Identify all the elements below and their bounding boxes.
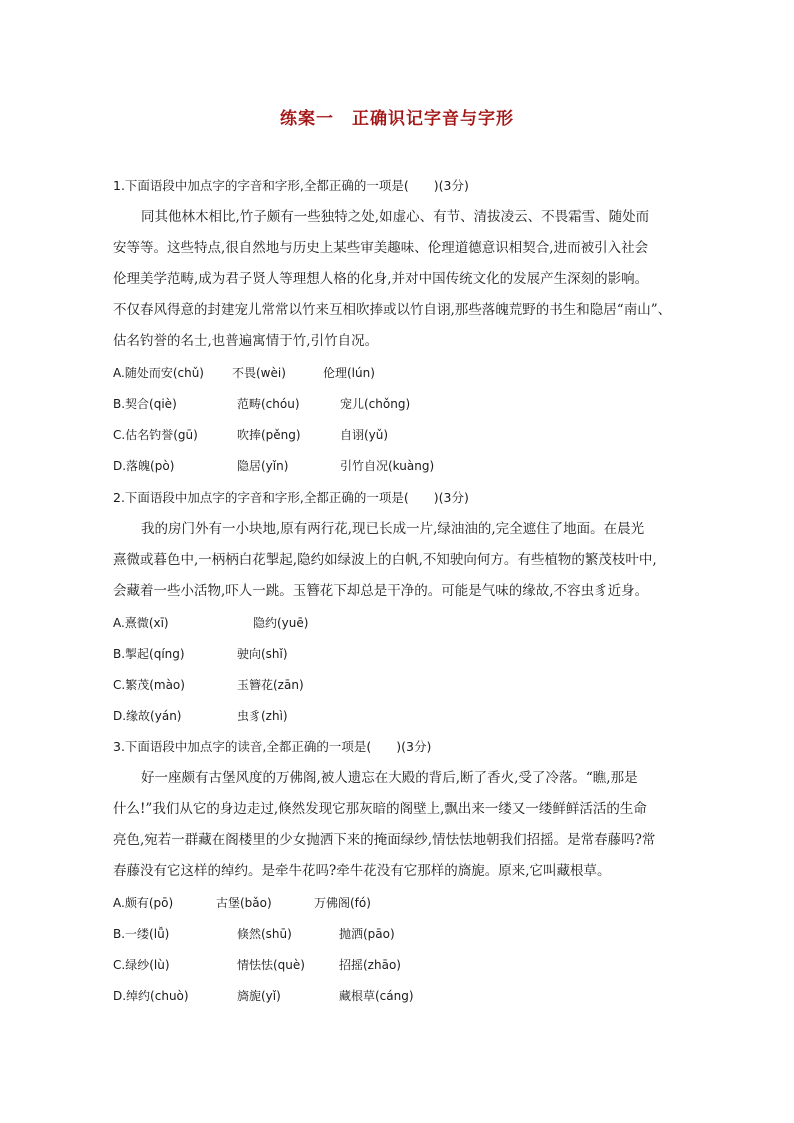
question-1-passage-line: 安等等。这些特点,很自然地与历史上某些审美趣味、伦理道德意识相契合,进而被引入社会 bbox=[113, 240, 649, 256]
option-item: 藏根草(cáng) bbox=[339, 989, 414, 1003]
question-2-passage-line: 熹微或暮色中,一柄柄白花掣起,隐约如绿波上的白帆,不知驶向何方。有些植物的繁茂枝叶中, bbox=[113, 552, 657, 568]
option-item: 招摇(zhāo) bbox=[339, 958, 401, 972]
option-item: 隐约(yuē) bbox=[253, 616, 309, 630]
question-3-passage-line: 亮色,宛若一群藏在阁楼里的少女抛洒下来的掩面绿纱,情怯怯地朝我们招摇。是常春藤吗?常 bbox=[113, 832, 656, 848]
option-item: B.契合(qiè) bbox=[113, 397, 177, 411]
option-item: D.绰约(chuò) bbox=[113, 989, 189, 1003]
option-item: 宠儿(chǒng) bbox=[340, 397, 411, 411]
question-1-passage-line: 同其他林木相比,竹子颇有一些独特之处,如虚心、有节、清拔凌云、不畏霜雪、随处而 bbox=[141, 209, 650, 225]
option-item: 古堡(bǎo) bbox=[216, 896, 272, 910]
page-title: 练案一 正确识记字音与字形 bbox=[280, 109, 514, 129]
option-item: A.颇有(pō) bbox=[113, 896, 174, 910]
option-item: 万佛阁(fó) bbox=[314, 896, 371, 910]
option-item: 范畴(chóu) bbox=[237, 397, 300, 411]
option-item: 伦理(lún) bbox=[323, 366, 375, 380]
option-item: 自诩(yǔ) bbox=[340, 428, 389, 442]
option-item: 旖旎(yǐ) bbox=[237, 989, 281, 1003]
option-item: B.一缕(lǚ) bbox=[113, 927, 170, 941]
question-2-passage-line: 会藏着一些小活物,吓人一跳。玉簪花下却总是干净的。可能是气味的缘故,不容虫豸近身。 bbox=[113, 583, 649, 599]
question-1-passage-line: 伦理美学范畴,成为君子贤人等理想人格的化身,并对中国传统文化的发展产生深刻的影响。 bbox=[113, 271, 649, 287]
option-item: 倏然(shū) bbox=[237, 927, 292, 941]
question-2-stem: 2.下面语段中加点字的字音和字形,全都正确的一项是( )(3分) bbox=[113, 490, 469, 505]
option-item: B.掣起(qíng) bbox=[113, 647, 185, 661]
question-3-passage-line: 春藤没有它这样的绰约。是牵牛花吗?牵牛花没有它那样的旖旎。原来,它叫藏根草。 bbox=[113, 863, 611, 879]
option-item: 玉簪花(zān) bbox=[237, 678, 304, 692]
option-item: 虫豸(zhì) bbox=[237, 709, 288, 723]
question-3-passage-line: 好一座颇有古堡风度的万佛阁,被人遗忘在大殿的背后,断了香火,受了冷落。“瞧,那是 bbox=[141, 770, 638, 786]
question-3-stem: 3.下面语段中加点字的读音,全都正确的一项是( )(3分) bbox=[113, 739, 432, 754]
question-2-passage-line: 我的房门外有一小块地,原有两行花,现已长成一片,绿油油的,完全遮住了地面。在晨光 bbox=[141, 521, 645, 537]
option-item: 吹捧(pěng) bbox=[237, 428, 301, 442]
option-item: C.绿纱(lù) bbox=[113, 958, 170, 972]
option-item: A.随处而安(chǔ) bbox=[113, 366, 204, 380]
option-item: C.估名钓誉(gū) bbox=[113, 428, 198, 442]
option-item: C.繁茂(mào) bbox=[113, 678, 185, 692]
option-item: D.缘故(yán) bbox=[113, 709, 182, 723]
option-item: A.熹微(xī) bbox=[113, 616, 169, 630]
option-item: 不畏(wèi) bbox=[232, 366, 286, 380]
question-3-passage-line: 什么!”我们从它的身边走过,倏然发现它那灰暗的阁壁上,飘出来一缕又一缕鲜鲜活活的生命 bbox=[113, 801, 647, 817]
option-item: 隐居(yǐn) bbox=[237, 459, 289, 473]
question-1-stem: 1.下面语段中加点字的字音和字形,全都正确的一项是( )(3分) bbox=[113, 178, 469, 193]
question-1-passage-line: 估名钓誉的名士,也普遍寓情于竹,引竹自况。 bbox=[113, 333, 379, 349]
option-item: 情怯怯(què) bbox=[237, 958, 305, 972]
question-1-passage-line: 不仅春风得意的封建宠儿常常以竹来互相吹捧或以竹自诩,那些落魄荒野的书生和隐居“南山”、 bbox=[113, 302, 672, 318]
option-item: 抛洒(pāo) bbox=[339, 927, 395, 941]
option-item: 驶向(shǐ) bbox=[237, 647, 288, 661]
option-item: 引竹自况(kuàng) bbox=[340, 459, 435, 473]
option-item: D.落魄(pò) bbox=[113, 459, 175, 473]
